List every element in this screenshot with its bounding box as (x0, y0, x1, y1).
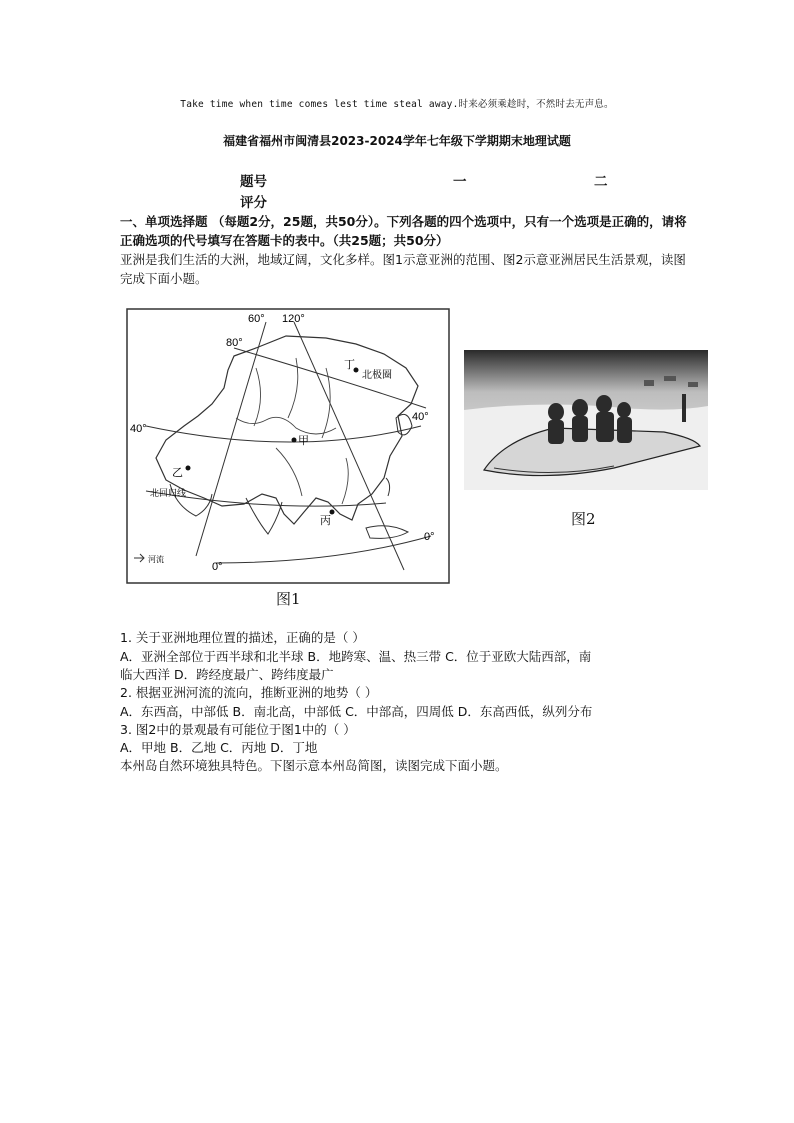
score-col-1: 一 (453, 174, 467, 190)
score-row-label: 题号 (240, 174, 267, 190)
section-heading: 一、单项选择题 （每题2分，25题，共50分）。下列各题的四个选项中，只有一个选项是正确的，请将正确选项的代号填写在答题卡的表中。（共25题；共50分） (120, 214, 687, 248)
section-intro: 亚洲是我们生活的大洲，地域辽阔，文化多样。图1示意亚洲的范围、图2示意亚洲居民生活景观，读图完成下面小题。 (120, 252, 686, 286)
figure-2-photo (464, 350, 708, 490)
q3-stem: 3. 图2中的景观最有可能位于图1中的（ ） (120, 722, 356, 737)
asia-map-svg (126, 308, 450, 584)
label-ding: 丁 (344, 358, 355, 371)
label-120: 120° (282, 313, 305, 325)
point-jia (292, 438, 297, 443)
point-yi (186, 466, 191, 471)
q1-options-line2: 临大西洋 D．跨经度最广、跨纬度最广 (120, 667, 334, 682)
next-section-intro: 本州岛自然环境独具特色。下图示意本州岛简图，读图完成下面小题。 (120, 758, 508, 773)
label-yi: 乙 (172, 466, 183, 479)
label-60: 60° (248, 313, 265, 325)
label-40-left: 40° (130, 423, 147, 435)
page-title: 福建省福州市闽清县2023-2024学年七年级下学期期末地理试题 (223, 134, 571, 148)
label-0-left: 0° (212, 561, 223, 573)
q2-stem: 2. 根据亚洲河流的流向，推断亚洲的地势（ ） (120, 685, 378, 700)
q1-options-line1: A．亚洲全部位于西半球和北半球 B．地跨寒、温、热三带 C．位于亚欧大陆西部，南 (120, 649, 592, 664)
header-motto: Take time when time comes lest time steal away.时来必须乘趁时，不然时去无声息。 (180, 99, 614, 110)
figure-1-caption: 图1 (276, 590, 301, 608)
figure-1-map (126, 308, 450, 584)
q1-stem: 1. 关于亚洲地理位置的描述，正确的是（ ） (120, 630, 365, 645)
label-40-right: 40° (412, 411, 429, 423)
legend-river-label: 河流 (148, 555, 164, 564)
score-col-2: 二 (594, 174, 608, 190)
label-tropic: 北回归线 (150, 489, 187, 499)
label-0-right: 0° (424, 531, 435, 543)
map-frame (127, 309, 449, 583)
label-bing: 丙 (320, 514, 331, 527)
label-arctic-circle: 北极圈 (362, 370, 392, 381)
q2-options: A．东西高，中部低 B．南北高，中部低 C．中部高，四周低 D．东高西低，纵列分布 (120, 704, 593, 719)
label-80: 80° (226, 337, 243, 349)
score-label: 评分 (240, 195, 267, 211)
photo-svg (464, 350, 708, 490)
label-jia: 甲 (298, 434, 309, 447)
q3-options: A．甲地 B．乙地 C．丙地 D．丁地 (120, 740, 318, 755)
figure-2-caption: 图2 (571, 510, 596, 528)
